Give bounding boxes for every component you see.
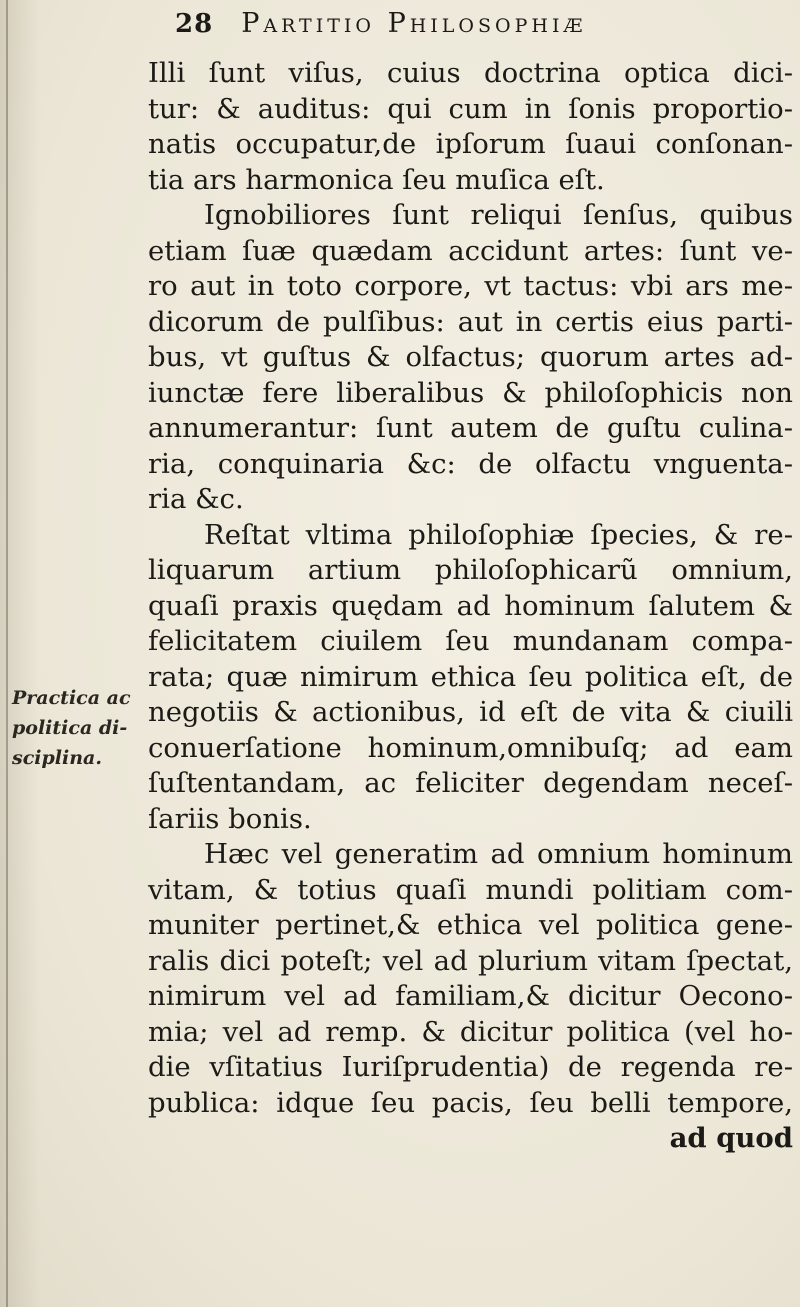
text-line: etiam ſuæ quædam accidunt artes: ſunt ve- — [148, 234, 793, 267]
text-line: Hæc vel generatim ad omnium hominum — [204, 838, 793, 870]
text-line: felicitatem ciuilem ſeu mundanam compa- — [148, 625, 793, 657]
text-line: iunctæ fere liberalibus & philoſophicis non — [148, 376, 793, 409]
text-line: negotiis & actionibus, id eſt de vita & ciuili — [148, 696, 793, 728]
text-line: Reſtat vltima philoſophiæ ſpecies, & re- — [204, 518, 793, 551]
text-line: liquarum artium philoſophicarũ omnium, — [148, 554, 793, 586]
page-header — [175, 8, 586, 48]
text-line: tia ars harmonica ſeu muſica eſt. — [148, 163, 605, 196]
margin-note — [12, 683, 142, 773]
margin-note-line: Practica ac — [12, 687, 131, 709]
text-line: die vſitatius Iuriſprudentia) de regenda re- — [148, 1051, 793, 1083]
text-line: ro aut in toto corpore, vt tactus: vbi ars me- — [148, 270, 793, 302]
catchword: ad quod — [669, 1122, 793, 1154]
text-line: nimirum vel ad familiam,& dicitur Oecono- — [148, 980, 793, 1012]
text-line: ſariis bonis. — [148, 802, 312, 835]
text-line: ralis dici poteſt; vel ad plurium vitam ſpectat, — [148, 944, 793, 977]
text-line: Illi ſunt viſus, cuius doctrina optica dici- — [148, 57, 793, 89]
text-line: bus, vt guſtus & olfactus; quorum artes ad- — [148, 341, 793, 373]
body-text — [148, 56, 793, 1157]
text-line: conuerſatione hominum,omnibuſq; ad eam — [148, 731, 793, 764]
margin-note-line: sciplina. — [12, 747, 102, 769]
text-line: annumerantur: ſunt autem de guſtu culina- — [148, 412, 793, 444]
text-line: rata; quæ nimirum ethica ſeu politica eſt, de — [148, 660, 793, 693]
text-line: publica: idque ſeu pacis, ſeu belli tempore, — [148, 1086, 793, 1119]
text-line: natis occupatur,de ipſorum ſuaui conſonan- — [148, 128, 793, 160]
text-line: mia; vel ad remp. & dicitur politica (vel ho- — [148, 1015, 793, 1048]
text-line: muniter pertinet,& ethica vel politica gene- — [148, 909, 793, 941]
text-line: tur: & auditus: qui cum in ſonis proportio- — [148, 92, 793, 125]
page-number: 28 — [175, 9, 214, 39]
page-gutter — [6, 0, 8, 1307]
text-line: ſuſtentandam, ac feliciter degendam neceſ- — [148, 767, 793, 799]
running-title: Partitio Philosophiæ — [241, 8, 587, 39]
text-line: ria &c. — [148, 483, 244, 515]
margin-note-line: politica di- — [12, 717, 128, 739]
text-line: dicorum de pulſibus: aut in certis eius parti- — [148, 305, 793, 338]
text-line: Ignobiliores ſunt reliqui ſenſus, quibus — [204, 199, 793, 231]
text-line: ria, conquinaria &c: de olfactu vnguenta- — [148, 447, 793, 480]
text-line: vitam, & totius quaſi mundi politiam com- — [148, 873, 793, 906]
text-line: quaſi praxis quędam ad hominum ſalutem & — [148, 589, 793, 622]
